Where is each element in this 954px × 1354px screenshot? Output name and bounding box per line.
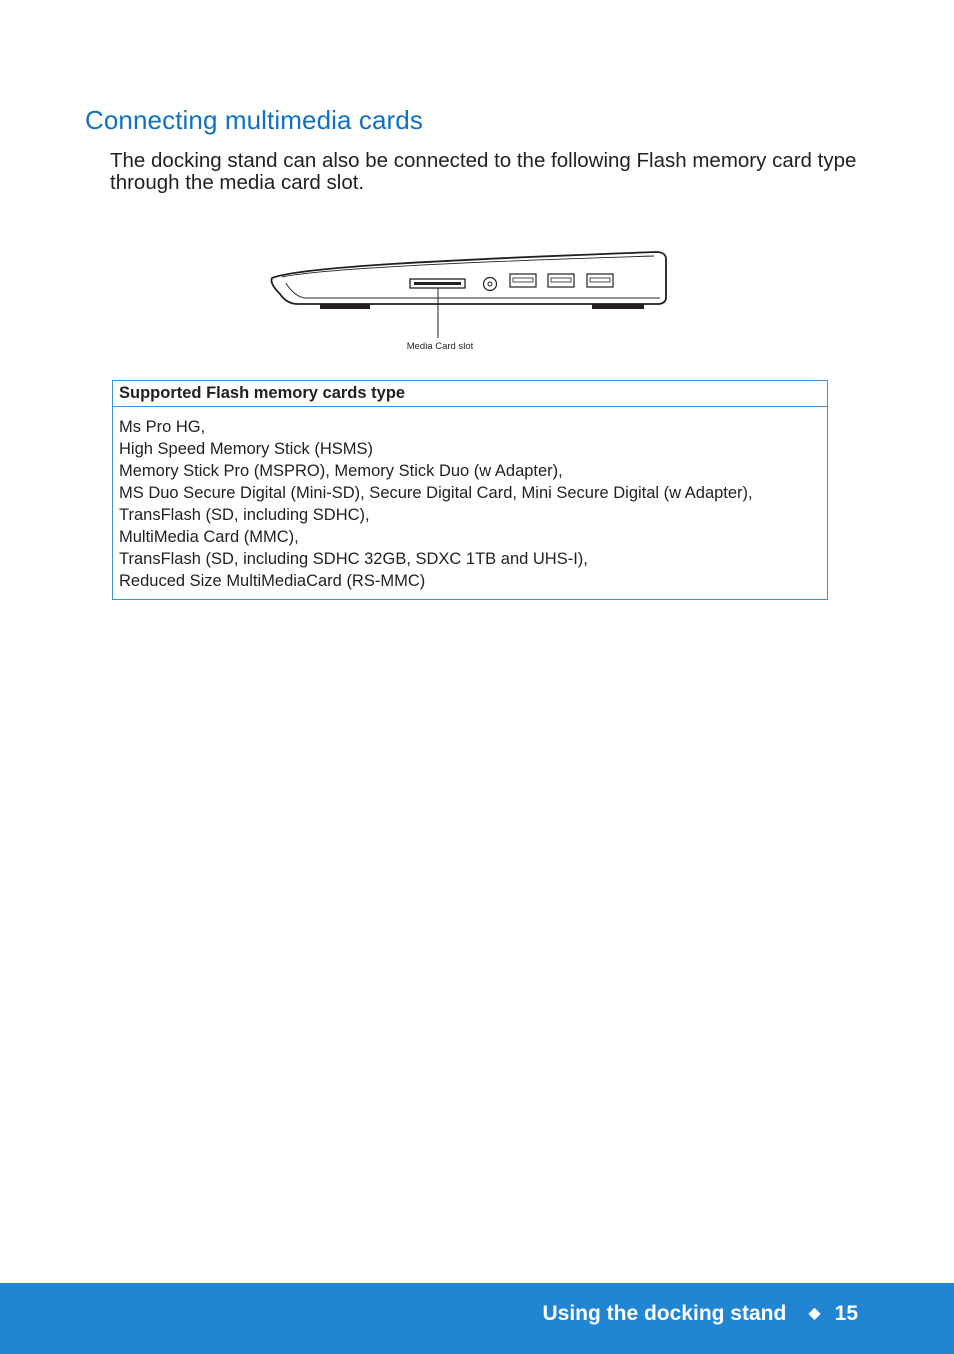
card-type-item: MultiMedia Card (MMC),	[119, 528, 299, 546]
footer-label	[542, 1300, 858, 1328]
table-cell	[113, 407, 828, 600]
audio-jack-hole	[488, 282, 492, 286]
page-number: 15	[834, 1302, 858, 1325]
usb-port-1-inner	[513, 278, 533, 282]
usb-port-3-inner	[590, 278, 610, 282]
table-row	[113, 407, 828, 600]
card-type-item: Reduced Size MultiMediaCard (RS-MMC)	[119, 572, 426, 590]
footer-chapter-title: Using the docking stand	[542, 1302, 787, 1325]
dock-foot-right	[592, 304, 644, 309]
dock-foot-left	[320, 304, 370, 309]
usb-port-2-inner	[551, 278, 571, 282]
page-footer	[0, 1283, 954, 1354]
card-type-item: Memory Stick Pro (MSPRO), Memory Stick Duo (w Adapter),	[119, 462, 563, 480]
media-card-slot-inner	[414, 282, 461, 285]
table-header-row	[113, 381, 828, 407]
card-type-item: High Speed Memory Stick (HSMS)	[119, 440, 373, 458]
media-card-slot-label: Media Card slot	[406, 341, 474, 352]
intro-paragraph: The docking stand can also be connected to the following Flash memory card type through the media card slot.	[110, 149, 857, 194]
table-header: Supported Flash memory cards type	[113, 381, 828, 407]
supported-cards-table	[112, 380, 828, 600]
docking-stand-illustration	[260, 240, 680, 360]
page-title: Connecting multimedia cards	[85, 105, 423, 135]
card-type-item: MS Duo Secure Digital (Mini-SD), Secure Digital Card, Mini Secure Digital (w Adapter),	[119, 484, 753, 502]
card-type-item: TransFlash (SD, including SDHC),	[119, 506, 370, 524]
diamond-icon: ◆	[808, 1305, 821, 1322]
card-type-item: Ms Pro HG,	[119, 418, 206, 436]
card-type-item: TransFlash (SD, including SDHC 32GB, SDXC 1TB and UHS-I),	[119, 550, 588, 568]
